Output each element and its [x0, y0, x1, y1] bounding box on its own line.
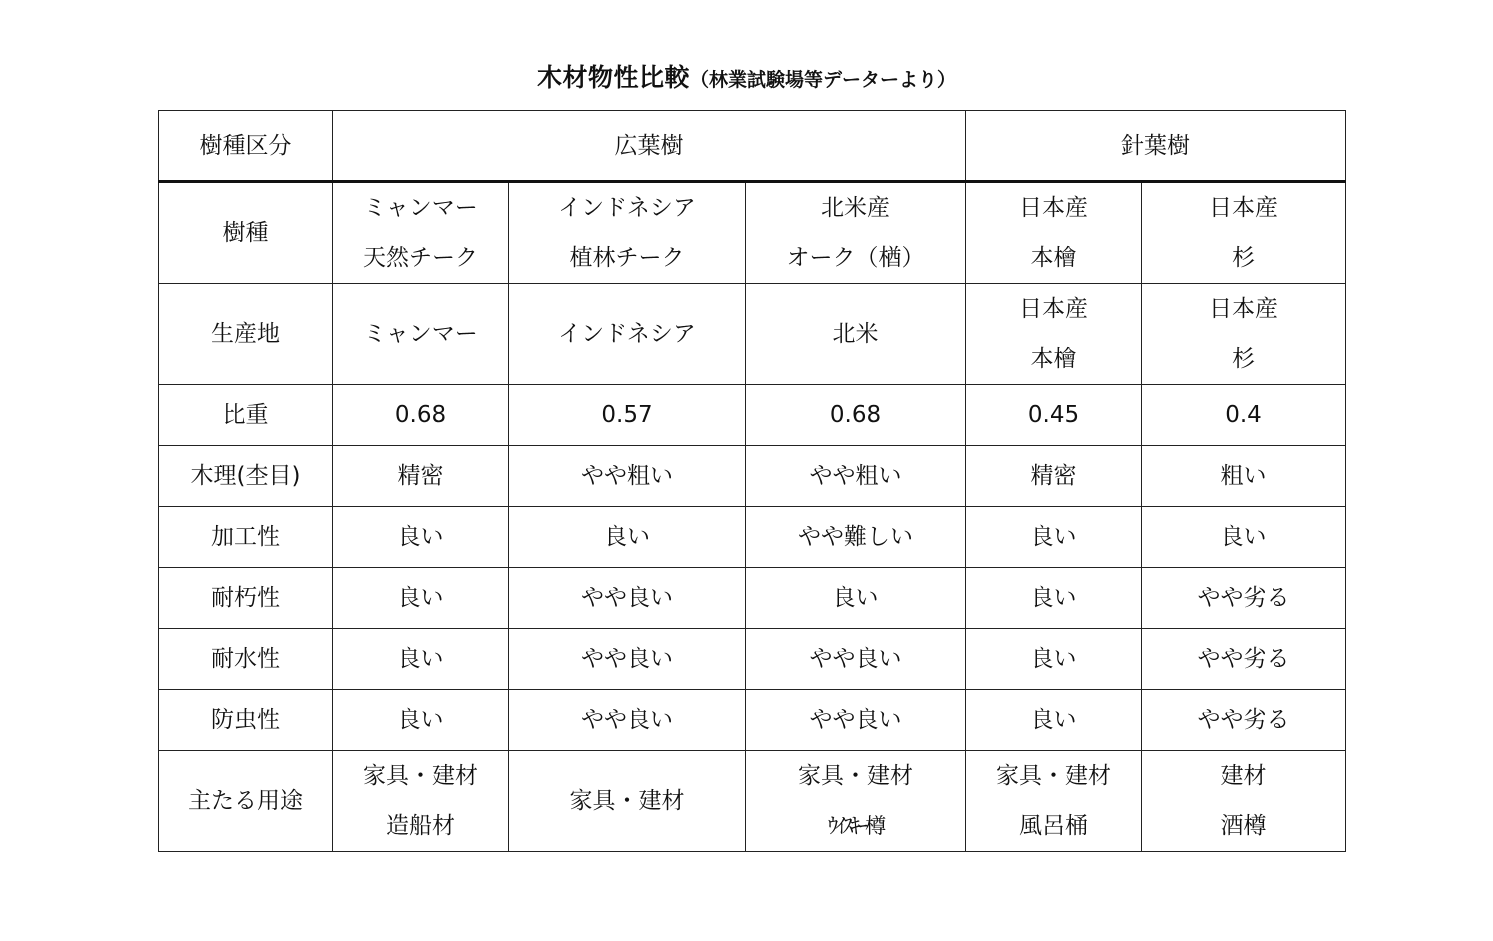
row-label: 生産地: [159, 284, 333, 385]
table-cell: 日本産 本檜: [966, 284, 1142, 385]
row-label: 耐朽性: [159, 568, 333, 629]
table-cell: 良い: [333, 629, 509, 690]
table-cell: 良い: [333, 690, 509, 751]
table-cell: 粗い: [1142, 446, 1346, 507]
table-cell: ミャンマー 天然チーク: [333, 182, 509, 284]
table-cell: やや劣る: [1142, 629, 1346, 690]
table-cell: 良い: [966, 629, 1142, 690]
table-row-grain: [159, 446, 1346, 507]
table-cell: インドネシア 植林チーク: [509, 182, 746, 284]
table-cell: 0.68: [333, 385, 509, 446]
table-cell: やや良い: [509, 568, 746, 629]
table-cell: 良い: [746, 568, 966, 629]
table-cell: やや良い: [509, 629, 746, 690]
table-cell: 0.45: [966, 385, 1142, 446]
wood-properties-table: [158, 110, 1346, 852]
row-label: 加工性: [159, 507, 333, 568]
table-cell: やや粗い: [509, 446, 746, 507]
table-cell: 日本産 本檜: [966, 182, 1142, 284]
table-cell: 家具・建材: [509, 751, 746, 852]
title-source-note: （林業試験場等データーより）: [690, 69, 957, 91]
table-cell: ミャンマー: [333, 284, 509, 385]
table-title: [0, 58, 1493, 94]
table-cell: 良い: [509, 507, 746, 568]
table-cell: 0.68: [746, 385, 966, 446]
row-label: 樹種: [159, 182, 333, 284]
table-cell: やや粗い: [746, 446, 966, 507]
broadleaf-header: 広葉樹: [333, 111, 966, 182]
table-cell: 良い: [333, 568, 509, 629]
table-cell: 北米: [746, 284, 966, 385]
table-cell: 0.4: [1142, 385, 1346, 446]
table-cell: 良い: [1142, 507, 1346, 568]
table-row-main-uses: [159, 751, 1346, 852]
table-cell: 家具・建材 ｳｲｽｷｰ樽: [746, 751, 966, 852]
table-cell: やや劣る: [1142, 690, 1346, 751]
table-cell: 良い: [333, 507, 509, 568]
table-cell: 良い: [966, 568, 1142, 629]
table-row-specific-gravity: [159, 385, 1346, 446]
row-label: 耐水性: [159, 629, 333, 690]
table-cell: 日本産 杉: [1142, 284, 1346, 385]
table-row-water-resistance: [159, 629, 1346, 690]
table-row-workability: [159, 507, 1346, 568]
table-cell: 家具・建材 風呂桶: [966, 751, 1142, 852]
table-row-decay-resistance: [159, 568, 1346, 629]
table-cell: やや良い: [746, 629, 966, 690]
table-cell: インドネシア: [509, 284, 746, 385]
title-main: 木材物性比較: [536, 63, 690, 92]
table-cell: 良い: [966, 690, 1142, 751]
table-cell: やや良い: [746, 690, 966, 751]
table-cell: やや良い: [509, 690, 746, 751]
table-cell: 精密: [966, 446, 1142, 507]
row-label: 主たる用途: [159, 751, 333, 852]
header-row: [159, 111, 1346, 182]
table-row-species: [159, 182, 1346, 284]
table-cell: 家具・建材 造船材: [333, 751, 509, 852]
table-cell: 日本産 杉: [1142, 182, 1346, 284]
table-cell: 0.57: [509, 385, 746, 446]
table-cell: 北米産 オーク（楢）: [746, 182, 966, 284]
table-cell: やや劣る: [1142, 568, 1346, 629]
table-row-insect-resistance: [159, 690, 1346, 751]
conifer-header: 針葉樹: [966, 111, 1346, 182]
table-cell: 良い: [966, 507, 1142, 568]
table-cell: 建材 酒樽: [1142, 751, 1346, 852]
category-header: 樹種区分: [159, 111, 333, 182]
row-label: 防虫性: [159, 690, 333, 751]
row-label: 木理(杢目): [159, 446, 333, 507]
row-label: 比重: [159, 385, 333, 446]
table-row-origin: [159, 284, 1346, 385]
table-cell: 精密: [333, 446, 509, 507]
table-cell: やや難しい: [746, 507, 966, 568]
